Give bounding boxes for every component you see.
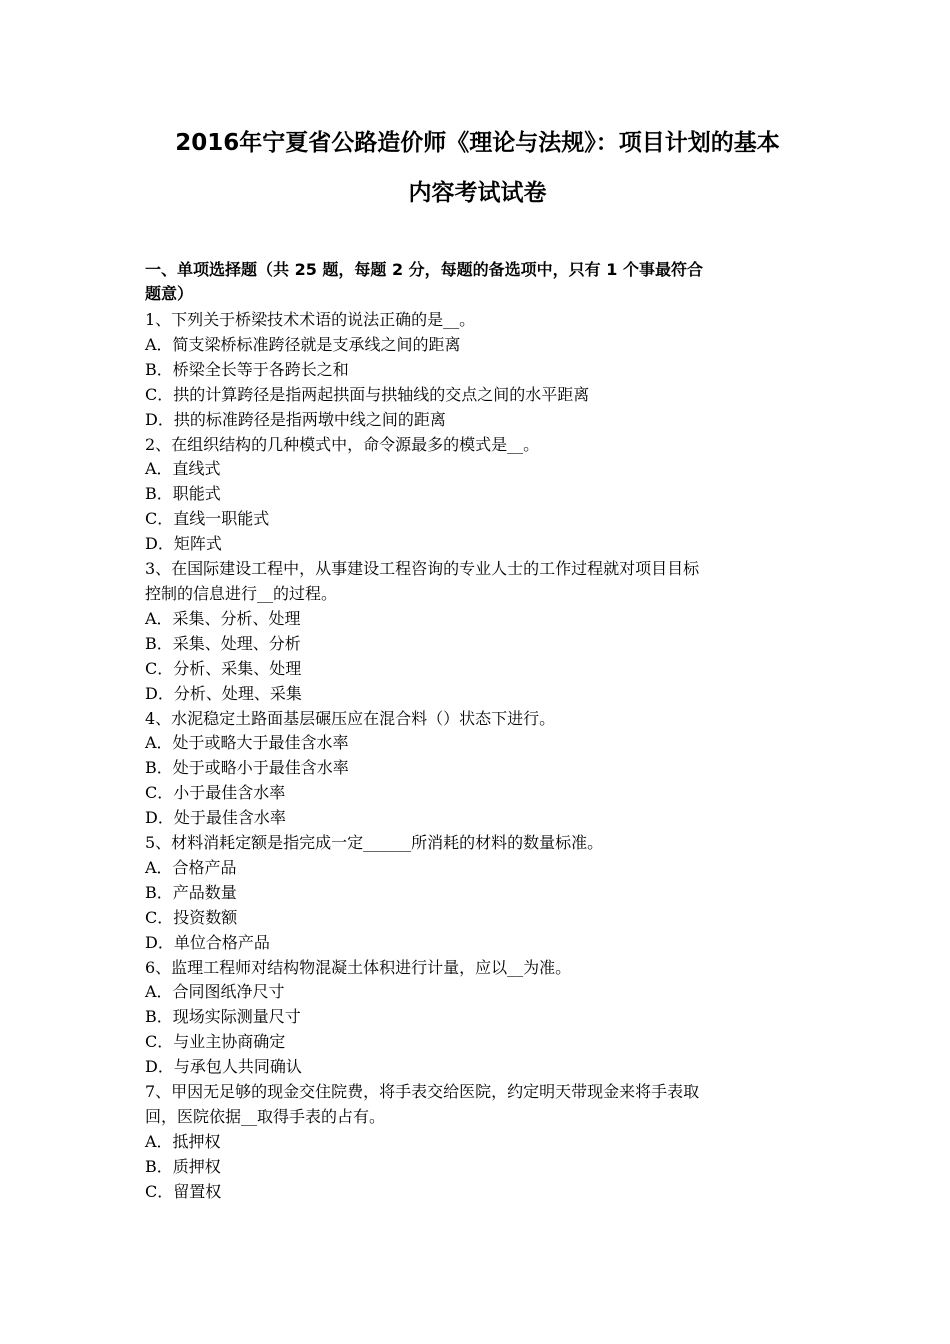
question-line: 7、甲因无足够的现金交住院费，将手表交给医院，约定明天带现金来将手表取	[145, 1082, 700, 1102]
question-line: B．产品数量	[145, 882, 237, 902]
section-heading	[145, 258, 810, 306]
document-title	[145, 118, 810, 218]
question-line: D．与承包人共同确认	[145, 1057, 302, 1077]
question-line: B．现场实际测量尺寸	[145, 1007, 301, 1027]
document-page	[145, 118, 810, 1205]
question-line: C．与业主协商确定	[145, 1032, 286, 1052]
question-line: B．质押权	[145, 1156, 221, 1176]
question-line: B．采集、处理、分析	[145, 633, 301, 653]
question-line: A．直线式	[145, 459, 221, 479]
question-line: 4、水泥稳定土路面基层碾压应在混合料（）状态下进行。	[145, 708, 556, 728]
question-line: 回，医院依据__取得手表的占有。	[145, 1107, 386, 1126]
title-line-2: 内容考试试卷	[408, 180, 547, 206]
question-line: 6、监理工程师对结构物混凝土体积进行计量，应以__为准。	[145, 957, 572, 977]
question-line: A．处于或略大于最佳含水率	[145, 733, 349, 753]
question-line: A．合同图纸净尺寸	[145, 982, 285, 1002]
title-line-1: 2016年宁夏省公路造价师《理论与法规》：项目计划的基本	[175, 130, 780, 156]
question-line: 2、在组织结构的几种模式中，命令源最多的模式是__。	[145, 434, 540, 454]
question-line: B．职能式	[145, 484, 221, 504]
question-line: A．合格产品	[145, 857, 237, 877]
question-line: A．采集、分析、处理	[145, 608, 301, 628]
question-line: C．投资数额	[145, 907, 238, 927]
question-line: C．小于最佳含水率	[145, 783, 286, 803]
question-line: 5、材料消耗定额是指完成一定______所消耗的材料的数量标准。	[145, 833, 604, 853]
question-line: 1、下列关于桥梁技术术语的说法正确的是__。	[145, 310, 476, 329]
question-line: B．处于或略小于最佳含水率	[145, 758, 349, 778]
question-line: A．抵押权	[145, 1131, 221, 1151]
question-line: D．处于最佳含水率	[145, 808, 286, 828]
question-line: C．拱的计算跨径是指两起拱面与拱轴线的交点之间的水平距离	[145, 384, 590, 404]
question-line: C．直线一职能式	[145, 509, 270, 529]
question-list	[145, 308, 810, 1205]
question-line: A．简支梁桥标准跨径就是支承线之间的距离	[145, 334, 461, 354]
question-line: C．分析、采集、处理	[145, 658, 302, 678]
section-heading-line-1: 一、单项选择题（共 25 题，每题 2 分，每题的备选项中，只有 1 个事最符合	[145, 260, 703, 279]
question-line: C．留置权	[145, 1181, 222, 1201]
question-line: D．分析、处理、采集	[145, 683, 302, 703]
question-line: B．桥梁全长等于各跨长之和	[145, 359, 349, 379]
question-line: D．单位合格产品	[145, 932, 270, 952]
question-line: 3、在国际建设工程中，从事建设工程咨询的专业人士的工作过程就对项目目标	[145, 559, 700, 579]
section-heading-line-2: 题意）	[145, 284, 194, 303]
question-line: D．拱的标准跨径是指两墩中线之间的距离	[145, 409, 446, 429]
question-line: 控制的信息进行__的过程。	[145, 583, 338, 603]
question-line: D．矩阵式	[145, 534, 222, 554]
